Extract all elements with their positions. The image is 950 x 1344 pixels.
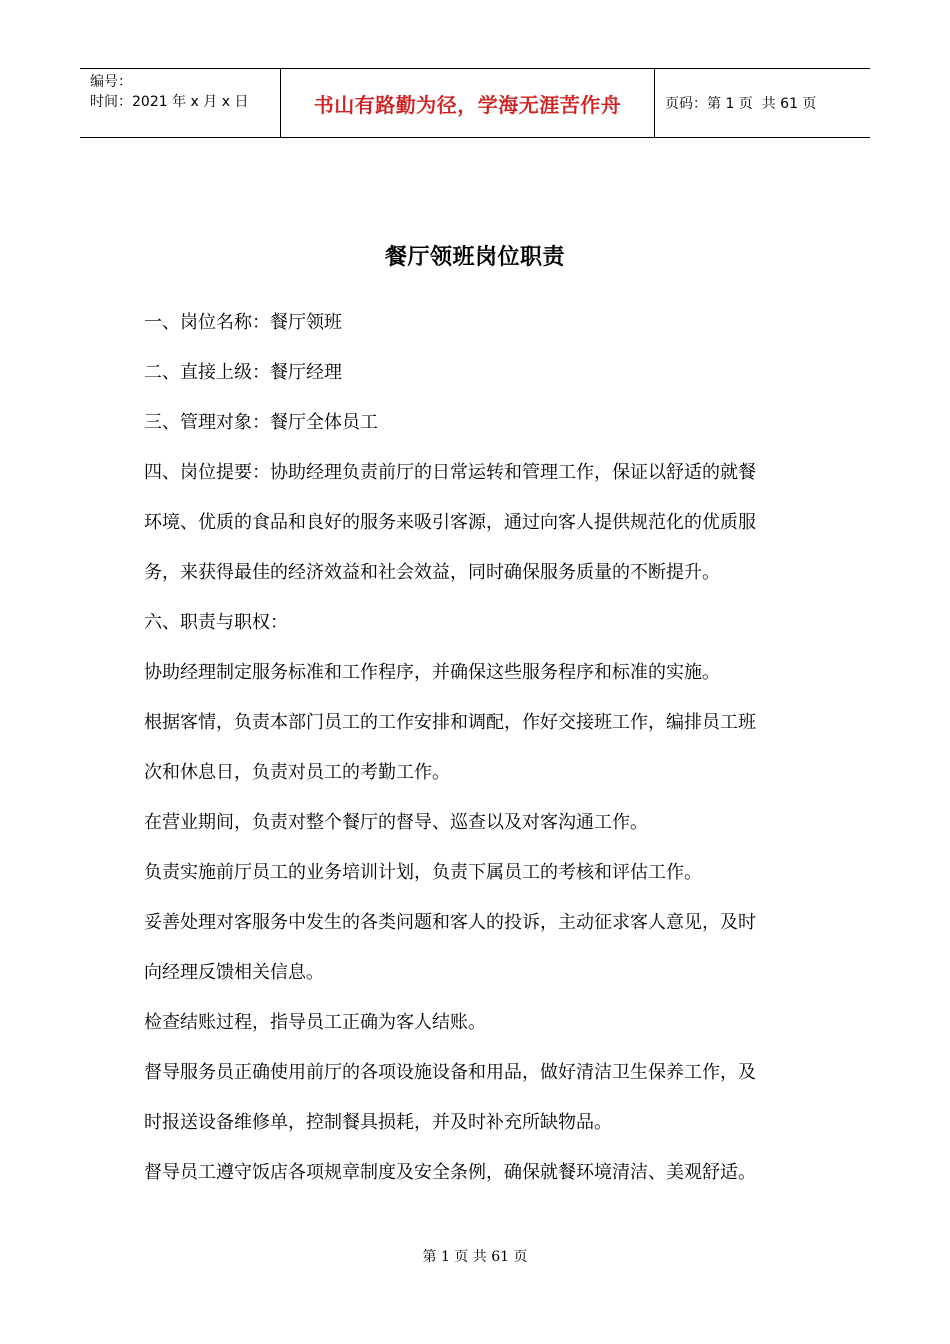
body-line: 三、管理对象：餐厅全体员工 xyxy=(144,412,378,433)
document-title: 餐厅领班岗位职责 xyxy=(384,245,565,270)
body-line: 检查结账过程，指导员工正确为客人结账。 xyxy=(144,1012,486,1033)
body-line: 向经理反馈相关信息。 xyxy=(144,962,324,983)
body-line: 督导员工遵守饭店各项规章制度及安全条例，确保就餐环境清洁、美观舒适。 xyxy=(144,1162,756,1183)
header-motto: 书山有路勤为径，学海无涯苦作舟 xyxy=(281,69,655,137)
body-line: 时报送设备维修单，控制餐具损耗，并及时补充所缺物品。 xyxy=(144,1112,612,1133)
body-line: 四、岗位提要：协助经理负责前厅的日常运转和管理工作，保证以舒适的就餐 xyxy=(144,462,756,483)
body-line: 一、岗位名称：餐厅领班 xyxy=(144,312,342,333)
body-line: 根据客情，负责本部门员工的工作安排和调配，作好交接班工作，编排员工班 xyxy=(144,712,756,733)
body-line: 在营业期间，负责对整个餐厅的督导、巡查以及对客沟通工作。 xyxy=(144,812,648,833)
header-page-info: 页码：第 1 页 共 61 页 xyxy=(665,96,817,112)
document-number-label: 编号： xyxy=(90,74,132,90)
body-line: 六、职责与职权： xyxy=(144,612,288,633)
body-line: 负责实施前厅员工的业务培训计划，负责下属员工的考核和评估工作。 xyxy=(144,862,702,883)
body-line: 协助经理制定服务标准和工作程序，并确保这些服务程序和标准的实施。 xyxy=(144,662,720,683)
page-header xyxy=(80,68,870,138)
document-date: 时间：2021 年 x 月 x 日 xyxy=(90,94,249,110)
body-line: 督导服务员正确使用前厅的各项设施设备和用品，做好清洁卫生保养工作，及 xyxy=(144,1062,756,1083)
header-meta xyxy=(80,69,281,137)
body-line: 次和休息日，负责对员工的考勤工作。 xyxy=(144,762,450,783)
body-line: 环境、优质的食品和良好的服务来吸引客源，通过向客人提供规范化的优质服 xyxy=(144,512,756,533)
body-line: 务，来获得最佳的经济效益和社会效益，同时确保服务质量的不断提升。 xyxy=(144,562,720,583)
body-line: 二、直接上级：餐厅经理 xyxy=(144,362,342,383)
page-footer: 第 1 页 共 61 页 xyxy=(422,1249,528,1265)
body-line: 妥善处理对客服务中发生的各类问题和客人的投诉，主动征求客人意见，及时 xyxy=(144,912,756,933)
